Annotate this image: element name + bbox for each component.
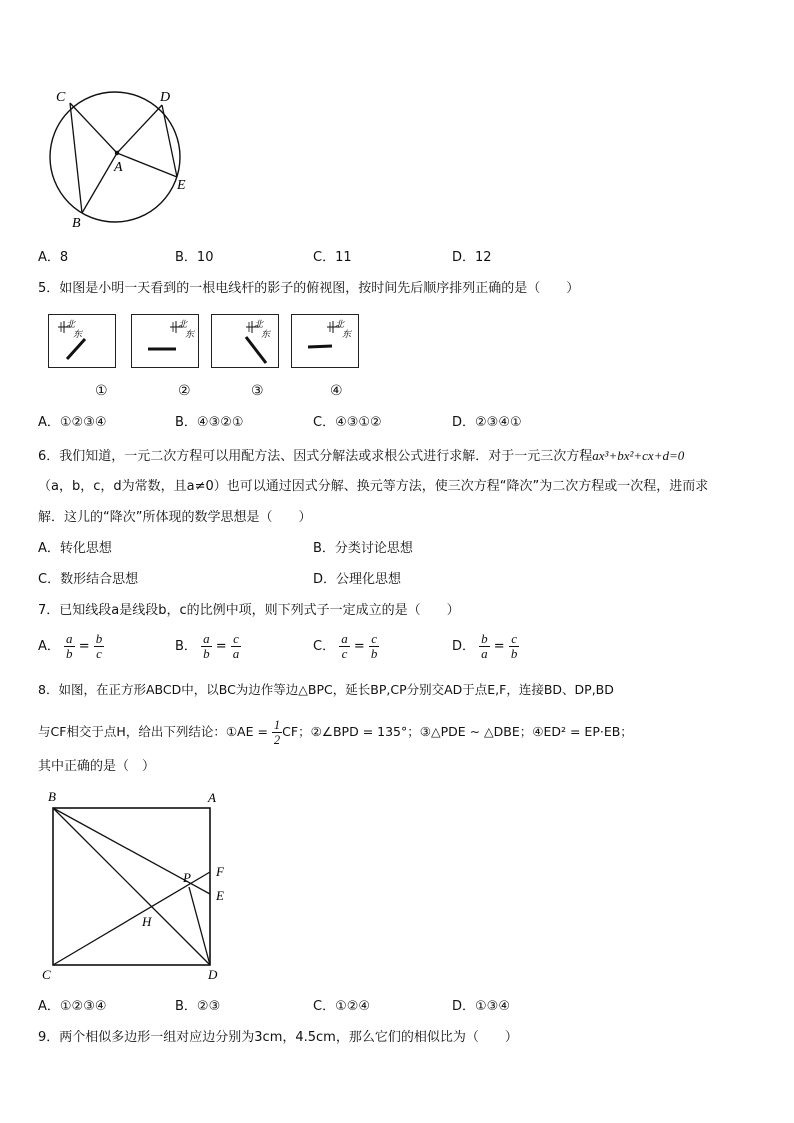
denominator: a xyxy=(481,646,488,661)
q9-question: 9．两个相似多边形一组对应边分别为3cm，4.5cm，那么它们的相似比为（ ） xyxy=(38,1030,518,1045)
q5-panel-1 xyxy=(48,314,116,368)
q6-equation: ax³+bx²+cx+d=0 xyxy=(592,448,685,463)
q7-option-a[interactable]: A． $\frac{a}{b}$ = $\frac{b}{c}$ xyxy=(38,631,103,661)
label-C: C xyxy=(42,967,51,982)
east-label: 东 xyxy=(261,329,271,339)
label-P: P xyxy=(183,870,191,885)
q5-panel-3 xyxy=(211,314,279,368)
fraction xyxy=(201,632,212,661)
q7-option-a-prefix: A． xyxy=(38,639,60,654)
label-A: A xyxy=(114,160,123,175)
q8-option-d[interactable]: D．①③④ xyxy=(452,999,510,1014)
numerator: 1 xyxy=(273,718,281,732)
q7-option-b-prefix: B． xyxy=(175,639,197,654)
numerator: b xyxy=(481,631,488,646)
label-F: F xyxy=(216,864,224,879)
east-label: 东 xyxy=(185,329,195,339)
north-label: 北 xyxy=(254,319,264,329)
q4-option-d[interactable]: D．12 xyxy=(452,250,492,265)
q7-option-c[interactable]: C． $\frac{a}{c}$ = $\frac{c}{b}$ xyxy=(313,631,378,661)
q7-option-b[interactable]: B． $\frac{a}{b}$ = $\frac{c}{a}$ xyxy=(175,631,240,661)
q5-option-c[interactable]: C．④③①② xyxy=(313,415,382,430)
numerator: a xyxy=(203,631,210,646)
fraction xyxy=(231,632,242,661)
q8-option-a[interactable]: A．①②③④ xyxy=(38,999,107,1014)
east-label: 东 xyxy=(342,329,352,339)
q5-panel-label-3: ③ xyxy=(251,383,264,399)
east-label: 东 xyxy=(73,329,83,339)
q7-option-c-prefix: C． xyxy=(313,639,336,654)
label-D: D xyxy=(160,90,171,105)
q6-option-d[interactable]: D．公理化思想 xyxy=(313,572,402,587)
denominator: c xyxy=(96,646,102,661)
numerator: a xyxy=(341,631,348,646)
q6-option-c[interactable]: C．数形结合思想 xyxy=(38,572,139,587)
q8-line2-part2: CF；②∠BPD = 135°；③△PDE ∼ △DBE；④ED² = EP·EB； xyxy=(282,724,633,739)
q5-panel-label-4: ④ xyxy=(330,383,343,399)
q6-question-line3: 解．这儿的“降次”所体现的数学思想是（ ） xyxy=(38,510,312,525)
denominator: b xyxy=(66,646,73,661)
denominator: c xyxy=(341,646,348,661)
label-A: A xyxy=(208,790,216,805)
q7-option-d-prefix: D． xyxy=(452,639,476,654)
label-E: E xyxy=(177,178,186,193)
q8-option-c[interactable]: C．①②④ xyxy=(313,999,371,1014)
q6-option-a[interactable]: A．转化思想 xyxy=(38,541,112,556)
q8-fraction xyxy=(272,718,282,747)
numerator: c xyxy=(369,632,380,647)
numerator: c xyxy=(509,632,520,647)
q8-question-line2 xyxy=(38,714,633,750)
q6-option-b[interactable]: B．分类讨论思想 xyxy=(313,541,413,556)
q4-circle-figure xyxy=(40,80,210,240)
north-label: 北 xyxy=(178,319,188,329)
q8-square-figure xyxy=(38,786,238,986)
q6-line1-text: 6．我们知道，一元二次方程可以用配方法、因式分解法或求根公式进行求解．对于一元三次方程 xyxy=(38,449,593,464)
q5-option-d[interactable]: D．②③④① xyxy=(452,415,522,430)
label-C: C xyxy=(56,90,66,105)
q8-option-b[interactable]: B．②③ xyxy=(175,999,221,1014)
q8-question-line3: 其中正确的是（ ） xyxy=(38,759,156,774)
numerator: a xyxy=(66,631,73,646)
q5-question: 5．如图是小明一天看到的一根电线杆的影子的俯视图，按时间先后顺序排列正确的是（ ） xyxy=(38,281,580,296)
denominator: b xyxy=(510,646,518,661)
fraction xyxy=(64,632,75,661)
q6-question-line1 xyxy=(38,447,684,466)
fraction xyxy=(94,632,105,661)
label-E: E xyxy=(216,888,224,903)
q7-option-d[interactable]: D． $\frac{b}{a}$ = $\frac{c}{b}$ xyxy=(452,631,518,661)
numerator: c xyxy=(231,632,242,647)
q8-line2-part1: 与CF相交于点H，给出下列结论：①AE = xyxy=(38,724,268,739)
label-D: D xyxy=(208,967,218,982)
label-B: B xyxy=(72,216,81,231)
q5-option-b[interactable]: B．④③②① xyxy=(175,415,244,430)
q7-question: 7．已知线段a是线段b，c的比例中项，则下列式子一定成立的是（ ） xyxy=(38,603,460,618)
q5-panel-label-1: ① xyxy=(95,383,108,399)
denominator: b xyxy=(370,646,378,661)
fraction xyxy=(339,632,350,661)
label-B: B xyxy=(48,789,56,804)
q8-question-line1: 8．如图，在正方形ABCD中，以BC为边作等边△BPC，延长BP,CP分别交AD于点E,F，连接BD、DP,BD xyxy=(38,682,614,697)
fraction xyxy=(509,632,520,661)
denominator: a xyxy=(232,646,240,661)
label-H: H xyxy=(142,914,152,929)
q5-option-a[interactable]: A．①②③④ xyxy=(38,415,107,430)
north-label: 北 xyxy=(335,319,345,329)
q4-option-c[interactable]: C．11 xyxy=(313,250,352,265)
q4-option-b[interactable]: B．10 xyxy=(175,250,214,265)
denominator: b xyxy=(203,646,210,661)
fraction xyxy=(479,632,490,661)
q6-question-line2: （a，b，c，d为常数，且a≠0）也可以通过因式分解、换元等方法，使三次方程“降次”为二次方程或一次程，进而求 xyxy=(38,479,709,494)
fraction xyxy=(369,632,380,661)
q5-panel-4 xyxy=(291,314,359,368)
q5-panel-label-2: ② xyxy=(178,383,191,399)
north-label: 北 xyxy=(66,319,76,329)
q4-option-a[interactable]: A．8 xyxy=(38,250,69,265)
q5-panel-2 xyxy=(131,314,199,368)
denominator: 2 xyxy=(273,733,281,747)
numerator: b xyxy=(95,631,103,646)
